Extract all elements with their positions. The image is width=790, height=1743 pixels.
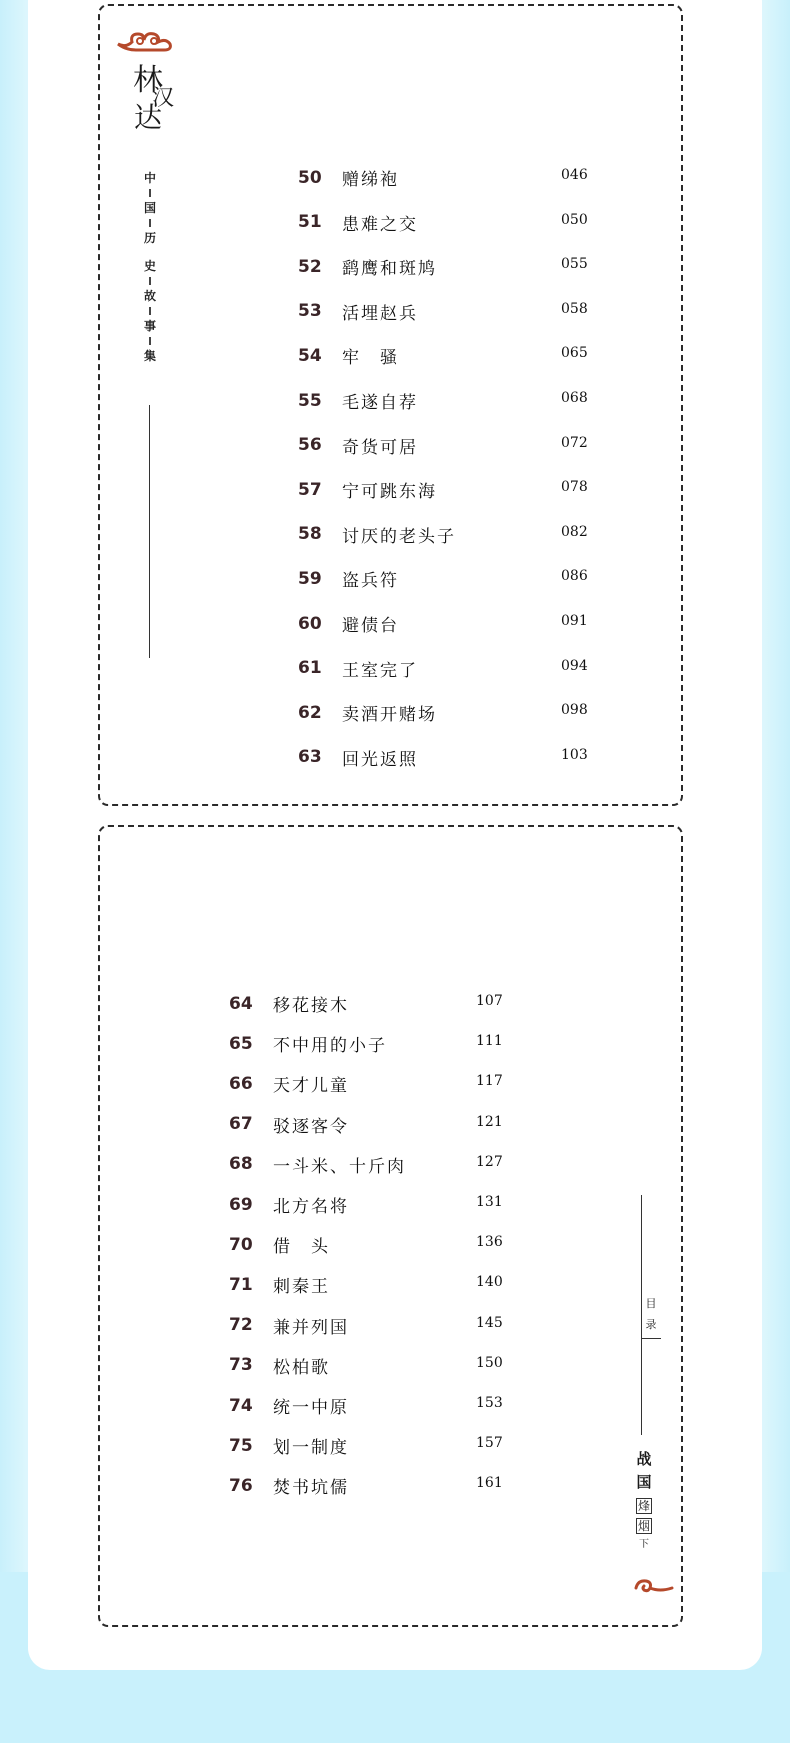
cloud-ornament-icon bbox=[632, 1576, 674, 1596]
toc-entry-number: 66 bbox=[229, 1073, 253, 1094]
toc-entry bbox=[229, 1232, 330, 1257]
toc-entry bbox=[298, 210, 418, 235]
toc-entry-number: 72 bbox=[229, 1315, 253, 1336]
series-char: 历 bbox=[143, 231, 156, 245]
logo-char-han: 汉 bbox=[152, 86, 175, 111]
toc-entry bbox=[229, 1112, 349, 1137]
volume-part: 下 bbox=[639, 1539, 649, 1550]
volume-title-vertical bbox=[632, 1452, 656, 1550]
toc-entry bbox=[298, 477, 437, 502]
toc-entry-page: 150 bbox=[476, 1354, 503, 1371]
logo-char-lin: 林 bbox=[133, 63, 163, 98]
toc-entry-number: 54 bbox=[298, 345, 322, 366]
toc-entry-page: 145 bbox=[476, 1314, 503, 1331]
toc-entry-title: 借 头 bbox=[273, 1237, 330, 1258]
toc-entry-page: 094 bbox=[561, 657, 588, 674]
toc-entry-page: 107 bbox=[476, 993, 503, 1009]
toc-entry bbox=[229, 1353, 330, 1378]
toc-entry-number: 61 bbox=[298, 658, 322, 679]
toc-entry-title: 一斗米、十斤肉 bbox=[273, 1156, 406, 1177]
toc-entry-page: 131 bbox=[476, 1194, 503, 1210]
toc-entry-page: 055 bbox=[561, 256, 588, 273]
toc-entry-title: 不中用的小子 bbox=[273, 1036, 387, 1057]
toc-entry-page: 161 bbox=[476, 1475, 503, 1492]
toc-entry-number: 64 bbox=[229, 993, 253, 1014]
toc-entry-number: 50 bbox=[298, 167, 322, 188]
toc-entry-number: 56 bbox=[298, 435, 322, 456]
toc-entry-title: 卖酒开赌场 bbox=[342, 705, 437, 726]
volume-char: 国 bbox=[636, 1473, 652, 1491]
toc-entry-number: 65 bbox=[229, 1033, 253, 1054]
toc-entry-number: 76 bbox=[229, 1475, 253, 1496]
toc-entry-page: 078 bbox=[561, 479, 588, 496]
toc-label-char: 录 bbox=[645, 1317, 657, 1331]
toc-entry-number: 73 bbox=[229, 1355, 253, 1376]
toc-entry-number: 63 bbox=[298, 747, 322, 768]
toc-entry-page: 058 bbox=[561, 300, 588, 317]
volume-boxed-char: 烟 bbox=[637, 1519, 650, 1533]
cloud-ornament-icon bbox=[116, 30, 174, 54]
series-char: 事 bbox=[143, 319, 156, 333]
toc-entry-page: 091 bbox=[561, 613, 588, 629]
toc-entry-title: 患难之交 bbox=[342, 214, 418, 235]
toc-entry-page: 068 bbox=[561, 390, 588, 406]
toc-entry-page: 157 bbox=[476, 1435, 503, 1452]
toc-entry-page: 136 bbox=[476, 1234, 503, 1251]
series-divider bbox=[149, 307, 151, 315]
toc-entry-number: 70 bbox=[229, 1234, 253, 1255]
toc-entry-number: 53 bbox=[298, 301, 322, 322]
toc-entry bbox=[298, 343, 399, 368]
toc-entry-number: 67 bbox=[229, 1114, 253, 1135]
toc-entry-page: 050 bbox=[561, 211, 588, 228]
toc-entry-number: 75 bbox=[229, 1435, 253, 1456]
toc-entry-number: 55 bbox=[298, 390, 322, 411]
series-divider bbox=[149, 337, 151, 345]
toc-entry-number: 51 bbox=[298, 212, 322, 233]
left-vertical-rule bbox=[149, 405, 150, 658]
toc-entry bbox=[298, 299, 418, 324]
toc-entry-title: 牢 骚 bbox=[342, 348, 399, 369]
toc-entry bbox=[229, 1152, 406, 1177]
toc-entry-title: 王室完了 bbox=[342, 660, 418, 681]
toc-entry bbox=[298, 254, 437, 279]
toc-entry-number: 62 bbox=[298, 702, 322, 723]
toc-entry-number: 60 bbox=[298, 613, 322, 634]
series-char: 国 bbox=[143, 201, 156, 215]
toc-entry-page: 121 bbox=[476, 1113, 503, 1130]
toc-entry bbox=[298, 700, 437, 725]
series-char: 中 bbox=[143, 171, 156, 185]
toc-entry bbox=[229, 991, 349, 1016]
toc-entry-number: 52 bbox=[298, 256, 322, 277]
toc-entry-page: 082 bbox=[561, 523, 588, 540]
toc-entry-number: 69 bbox=[229, 1194, 253, 1215]
toc-entry bbox=[298, 165, 399, 190]
toc-label-char: 目 bbox=[645, 1297, 657, 1310]
toc-entry-title: 鹞鹰和斑鸠 bbox=[342, 259, 437, 280]
toc-entry-title: 讨厌的老头子 bbox=[342, 526, 456, 547]
toc-entry bbox=[298, 388, 418, 413]
toc-entry-page: 111 bbox=[476, 1033, 503, 1050]
toc-entry bbox=[229, 1192, 349, 1217]
toc-entry-title: 焚书坑儒 bbox=[273, 1478, 349, 1499]
toc-entry-title: 统一中原 bbox=[273, 1398, 349, 1418]
toc-entry-title: 驳逐客令 bbox=[273, 1116, 349, 1137]
toc-entry-page: 086 bbox=[561, 568, 588, 585]
series-title-vertical bbox=[142, 172, 158, 367]
series-char: 集 bbox=[143, 349, 156, 363]
toc-entry-title: 赠绨袍 bbox=[342, 170, 399, 190]
toc-entry bbox=[298, 656, 418, 681]
toc-entry-page: 103 bbox=[561, 746, 588, 763]
toc-entry bbox=[298, 611, 399, 636]
right-horizontal-tick bbox=[641, 1338, 661, 1339]
toc-entry-page: 153 bbox=[476, 1395, 503, 1411]
toc-entry bbox=[229, 1272, 330, 1297]
toc-entry bbox=[229, 1071, 349, 1096]
toc-entry-page: 140 bbox=[476, 1274, 503, 1291]
toc-entry-title: 刺秦王 bbox=[273, 1277, 330, 1298]
toc-entry-title: 北方名将 bbox=[273, 1197, 349, 1217]
toc-entry-page: 098 bbox=[561, 702, 588, 719]
toc-entry-title: 兼并列国 bbox=[273, 1317, 349, 1338]
toc-entry-title: 活埋赵兵 bbox=[342, 303, 418, 324]
toc-entry bbox=[229, 1031, 387, 1056]
toc-entry-page: 065 bbox=[561, 345, 588, 362]
volume-boxed-char: 烽 bbox=[637, 1499, 650, 1513]
toc-entry bbox=[229, 1393, 349, 1418]
toc-entry-title: 天才儿童 bbox=[273, 1076, 349, 1097]
toc-panel-bottom bbox=[98, 825, 683, 1627]
toc-entry-page: 117 bbox=[476, 1073, 503, 1090]
toc-entry bbox=[298, 745, 418, 770]
toc-entry-number: 57 bbox=[298, 479, 322, 500]
series-char: 故 bbox=[143, 289, 156, 303]
toc-entry-title: 毛遂自荐 bbox=[342, 393, 418, 413]
series-divider bbox=[149, 277, 151, 285]
toc-entry bbox=[229, 1473, 349, 1498]
toc-entry-number: 71 bbox=[229, 1274, 253, 1295]
toc-entry bbox=[298, 522, 456, 547]
toc-entry-title: 奇货可居 bbox=[342, 437, 418, 458]
logo-char-da: 达 bbox=[134, 101, 163, 134]
toc-sidebar-label bbox=[640, 1294, 662, 1336]
toc-entry-number: 74 bbox=[229, 1395, 253, 1416]
toc-entry-title: 回光返照 bbox=[342, 749, 418, 770]
toc-entry bbox=[229, 1433, 349, 1458]
toc-entry-page: 072 bbox=[561, 434, 588, 451]
toc-entry-page: 046 bbox=[561, 167, 588, 183]
toc-entry-title: 松柏歌 bbox=[273, 1357, 330, 1378]
series-divider bbox=[149, 219, 151, 227]
toc-entry bbox=[298, 433, 418, 458]
toc-entry-title: 避债台 bbox=[342, 616, 399, 636]
toc-entry-number: 58 bbox=[298, 524, 322, 545]
toc-entry-number: 68 bbox=[229, 1154, 253, 1175]
toc-entry bbox=[229, 1313, 349, 1338]
toc-entry-number: 59 bbox=[298, 568, 322, 589]
toc-entry-title: 移花接木 bbox=[273, 996, 349, 1016]
series-char: 史 bbox=[143, 259, 156, 273]
toc-entry bbox=[298, 566, 399, 591]
series-divider bbox=[149, 189, 151, 197]
toc-entry-title: 盗兵符 bbox=[342, 571, 399, 592]
toc-entry-title: 划一制度 bbox=[273, 1438, 349, 1459]
toc-entry-page: 127 bbox=[476, 1153, 503, 1170]
volume-char: 战 bbox=[636, 1450, 652, 1468]
toc-entry-title: 宁可跳东海 bbox=[342, 482, 437, 503]
